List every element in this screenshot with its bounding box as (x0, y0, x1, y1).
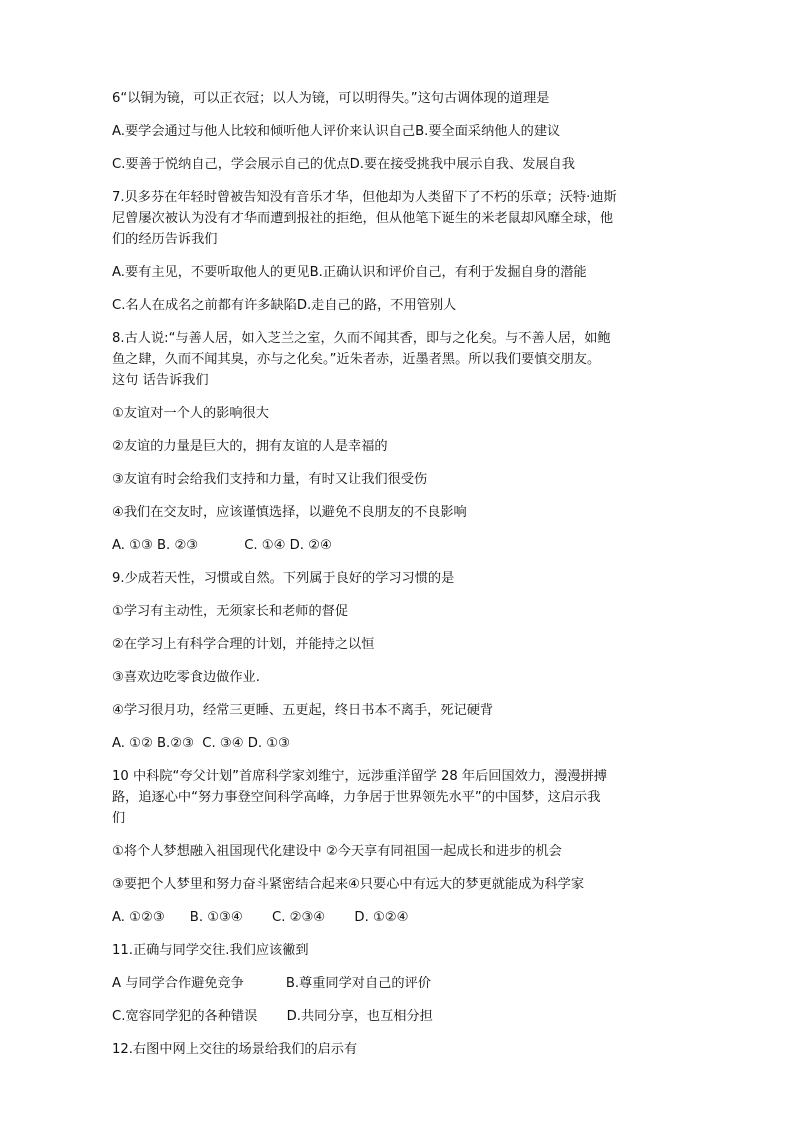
exam-page (112, 88, 692, 1060)
question-7-options-cd: C.名人在成名之前都有许多缺陷D.走自己的路，不用管别人 (112, 298, 457, 313)
question-11-options-ab: A 与同学合作避免竞争 B.尊重同学对自己的评价 (112, 976, 431, 991)
question-7-stem-line-1: 7.贝多芬在年轻时曾被告知没有音乐才华，但他却为人类留下了不朽的乐章；沃特·迪斯 (112, 190, 617, 205)
question-8-stem-line-3: 这句 话告诉我们 (112, 373, 209, 388)
question-7-options-ab: A.要有主见，不要听取他人的更见B.正确认识和评价自己，有利于发掘自身的潜能 (112, 265, 587, 280)
question-9-statement-4: ④学习很月功，经常三更睡、五更起，终日书本不离手，死记硬背 (112, 703, 494, 718)
question-6-stem: 6“以铜为镜，可以正衣冠；以人为镜，可以明得失。”这句古调体现的道理是 (112, 91, 550, 106)
question-9-statement-1: ①学习有主动性，无须家长和老师的督促 (112, 604, 349, 619)
question-10-statements-34: ③要把个人梦里和努力奋斗紧密结合起来④只要心中有远大的梦更就能成为科学家 (112, 877, 585, 892)
question-8-statement-1: ①友谊对一个人的影响很大 (112, 406, 269, 421)
question-9-statement-3: ③喜欢边吃零食边做作业. (112, 670, 260, 685)
question-9-options: A. ①② B.②③ C. ③④ D. ①③ (112, 736, 290, 751)
question-11-options-cd: C.宽容同学犯的各种错误 D.共同分享，也互相分担 (112, 1009, 433, 1024)
question-10-stem-line-1: 10 中科院“夸父计划”首席科学家刘维宁，远涉重洋留学 28 年后回国效力，漫漫拼搏 (112, 769, 607, 784)
question-8-statement-3: ③友谊有时会给我们支持和力量，有时又让我们很受伤 (112, 472, 428, 487)
question-7-stem-line-3: 们的经历告诉我们 (112, 232, 218, 247)
question-10-statements-12: ①将个人梦想融入祖国现代化建设中 ②今天享有同祖国一起成长和进步的机会 (112, 844, 562, 859)
question-8-options: A. ①③ B. ②③ C. ①④ D. ②④ (112, 538, 332, 553)
question-10-options: A. ①②③ B. ①③④ C. ②③④ D. ①②④ (112, 910, 409, 925)
question-11-stem: 11.正确与同学交往.我们应该徶到 (112, 943, 309, 958)
question-8-statement-2: ②友谊的力量是巨大的，拥有友谊的人是幸福的 (112, 439, 388, 454)
question-8-stem-line-2: 鱼之肆，久而不闻其臭，亦与之化矣。”近朱者赤，近墨者黑。所以我们要慎交朋友。 (112, 352, 601, 367)
question-9-stem: 9.少成若天性，习惯或自然。下列属于良好的学习习惯的是 (112, 571, 455, 586)
question-12-stem: 12.右图中网上交往的场景给我们的启示有 (112, 1042, 358, 1057)
question-10-stem-line-2: 路，追逐心中“努力事登空间科学高峰，力争居于世界领先水平”的中国梦，这启示我 (112, 790, 601, 805)
question-7-stem-line-2: 尼曾屡次被认为没有才华而遭到报社的拒绝，但从他笔下诞生的米老鼠却风靡全球，他 (112, 211, 614, 226)
question-10-stem-line-3: 们 (112, 811, 126, 826)
question-8-stem-line-1: 8.古人说:“与善人居，如入芝兰之室，久而不闻其香，即与之化矣。与不善人居，如鲍 (112, 331, 611, 346)
question-6-options-cd: C.要善于悦纳自己，学会展示自己的优点D.要在接受挑我中展示自我、发展自我 (112, 157, 575, 172)
question-9-statement-2: ②在学习上有科学合理的计划，并能持之以恒 (112, 637, 375, 652)
question-6-options-ab: A.要学会通过与他人比较和倾听他人评价来认识自己B.要全面采纳他人的建议 (112, 124, 561, 139)
question-8-statement-4: ④我们在交友时，应该谨慎选择，以避免不良朋友的不良影响 (112, 505, 467, 520)
